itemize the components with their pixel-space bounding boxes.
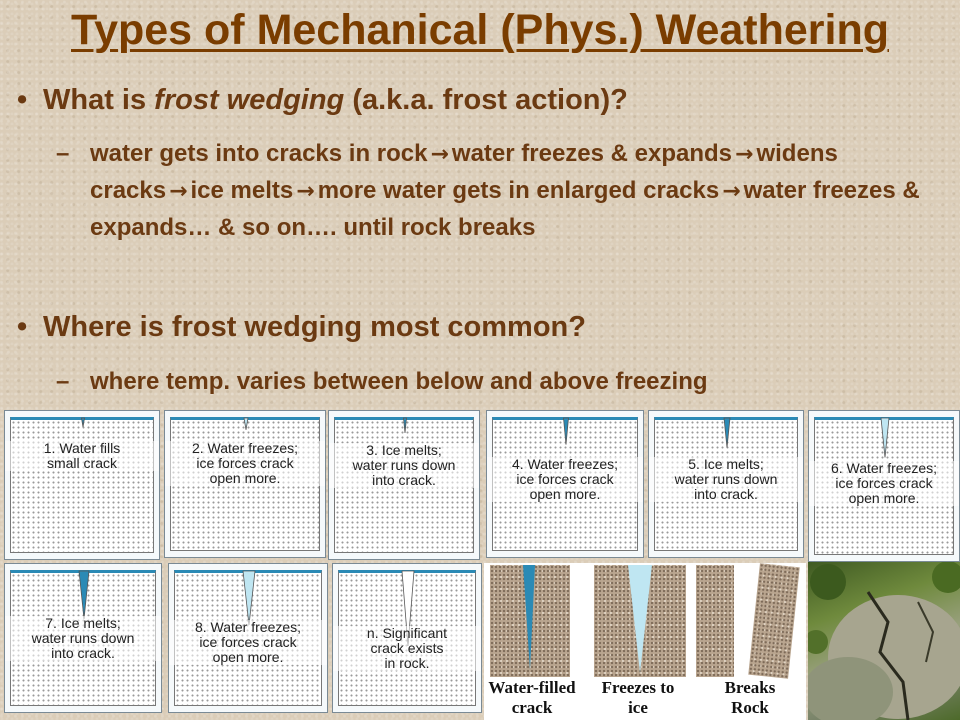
- diagram-caption: 4. Water freezes; ice forces crack open more.: [487, 457, 643, 502]
- water-crack-icon: [490, 565, 570, 677]
- bullet-text: Where is frost wedging most common?: [43, 311, 586, 343]
- diagram-caption: 1. Water fills small crack: [5, 441, 159, 471]
- right-arrow-icon: →: [735, 142, 754, 167]
- sub-bullet-dash: –: [56, 368, 70, 395]
- diagram-panel-4: [486, 410, 644, 558]
- diagram-caption: 5. Ice melts; water runs down into crack.: [649, 457, 803, 502]
- diagram-caption: n. Significant crack exists in rock.: [333, 626, 481, 671]
- diagram-caption: 6. Water freezes; ice forces crack open more.: [809, 461, 959, 506]
- sub-bullet-text: [90, 136, 946, 246]
- bullet-dot: •: [17, 84, 28, 116]
- step-text: water gets into cracks in rock: [90, 140, 428, 167]
- crack-icon: [5, 411, 160, 560]
- diagram-caption: 2. Water freezes; ice forces crack open more.: [165, 441, 325, 486]
- diagram-panel-3: [328, 410, 480, 560]
- sub-bullet-frost-wedging-definition: [56, 136, 946, 246]
- rock-block-ice: [594, 565, 686, 677]
- step-text: widens cracks: [90, 140, 838, 204]
- diagram-panel-1: [4, 410, 160, 560]
- diagram-panel-9: [332, 563, 482, 713]
- bullet-frost-wedging-question: [17, 84, 628, 117]
- diagram-panel-2: [164, 410, 326, 558]
- right-arrow-icon: →: [430, 142, 449, 167]
- sub-bullet-dash: –: [56, 140, 70, 167]
- ice-crack-icon: [594, 565, 686, 677]
- rock-breaking-diagram: [484, 563, 806, 720]
- right-arrow-icon: →: [169, 179, 188, 204]
- step-text: more water gets in enlarged cracks: [317, 177, 720, 204]
- step-text: water freezes & expands… & so on…. until rock breaks: [90, 177, 920, 241]
- strip-label-breaks: Breaks Rock: [724, 678, 776, 717]
- rock-block-broken-left: [696, 565, 734, 677]
- strip-label-freezes: Freezes to ice: [601, 678, 675, 717]
- step-text: water freezes & expands: [451, 140, 733, 167]
- cracked-rock-photo: [808, 562, 960, 720]
- bullet-where-common: [17, 311, 586, 344]
- diagram-caption: 7. Ice melts; water runs down into crack.: [5, 616, 161, 661]
- diagram-panel-8: [168, 563, 328, 713]
- strip-label-water-filled: Water-filled crack: [488, 678, 576, 717]
- right-arrow-icon: →: [722, 179, 741, 204]
- step-text: ice melts: [190, 177, 294, 204]
- rock-block-broken-right: [748, 563, 799, 679]
- slide-title: Types of Mechanical (Phys.) Weathering: [71, 6, 889, 54]
- right-arrow-icon: →: [296, 179, 315, 204]
- rock-block-water-filled: [490, 565, 570, 677]
- sub-bullet-temperature: [56, 364, 946, 400]
- diagram-panel-7: [4, 563, 162, 713]
- bullet-text-pre: What is: [43, 84, 155, 116]
- diagram-panel-6: [808, 410, 960, 562]
- bullet-text-emphasis: frost wedging: [154, 84, 345, 116]
- diagram-panel-5: [648, 410, 804, 558]
- sub-bullet-text: where temp. varies between below and above freezing: [90, 368, 708, 395]
- bullet-dot: •: [17, 311, 28, 343]
- bullet-text-post: (a.k.a. frost action)?: [344, 84, 628, 116]
- diagram-caption: 3. Ice melts; water runs down into crack.: [329, 443, 479, 488]
- cracked-boulder-image: [808, 562, 960, 720]
- diagram-caption: 8. Water freezes; ice forces crack open more.: [169, 620, 327, 665]
